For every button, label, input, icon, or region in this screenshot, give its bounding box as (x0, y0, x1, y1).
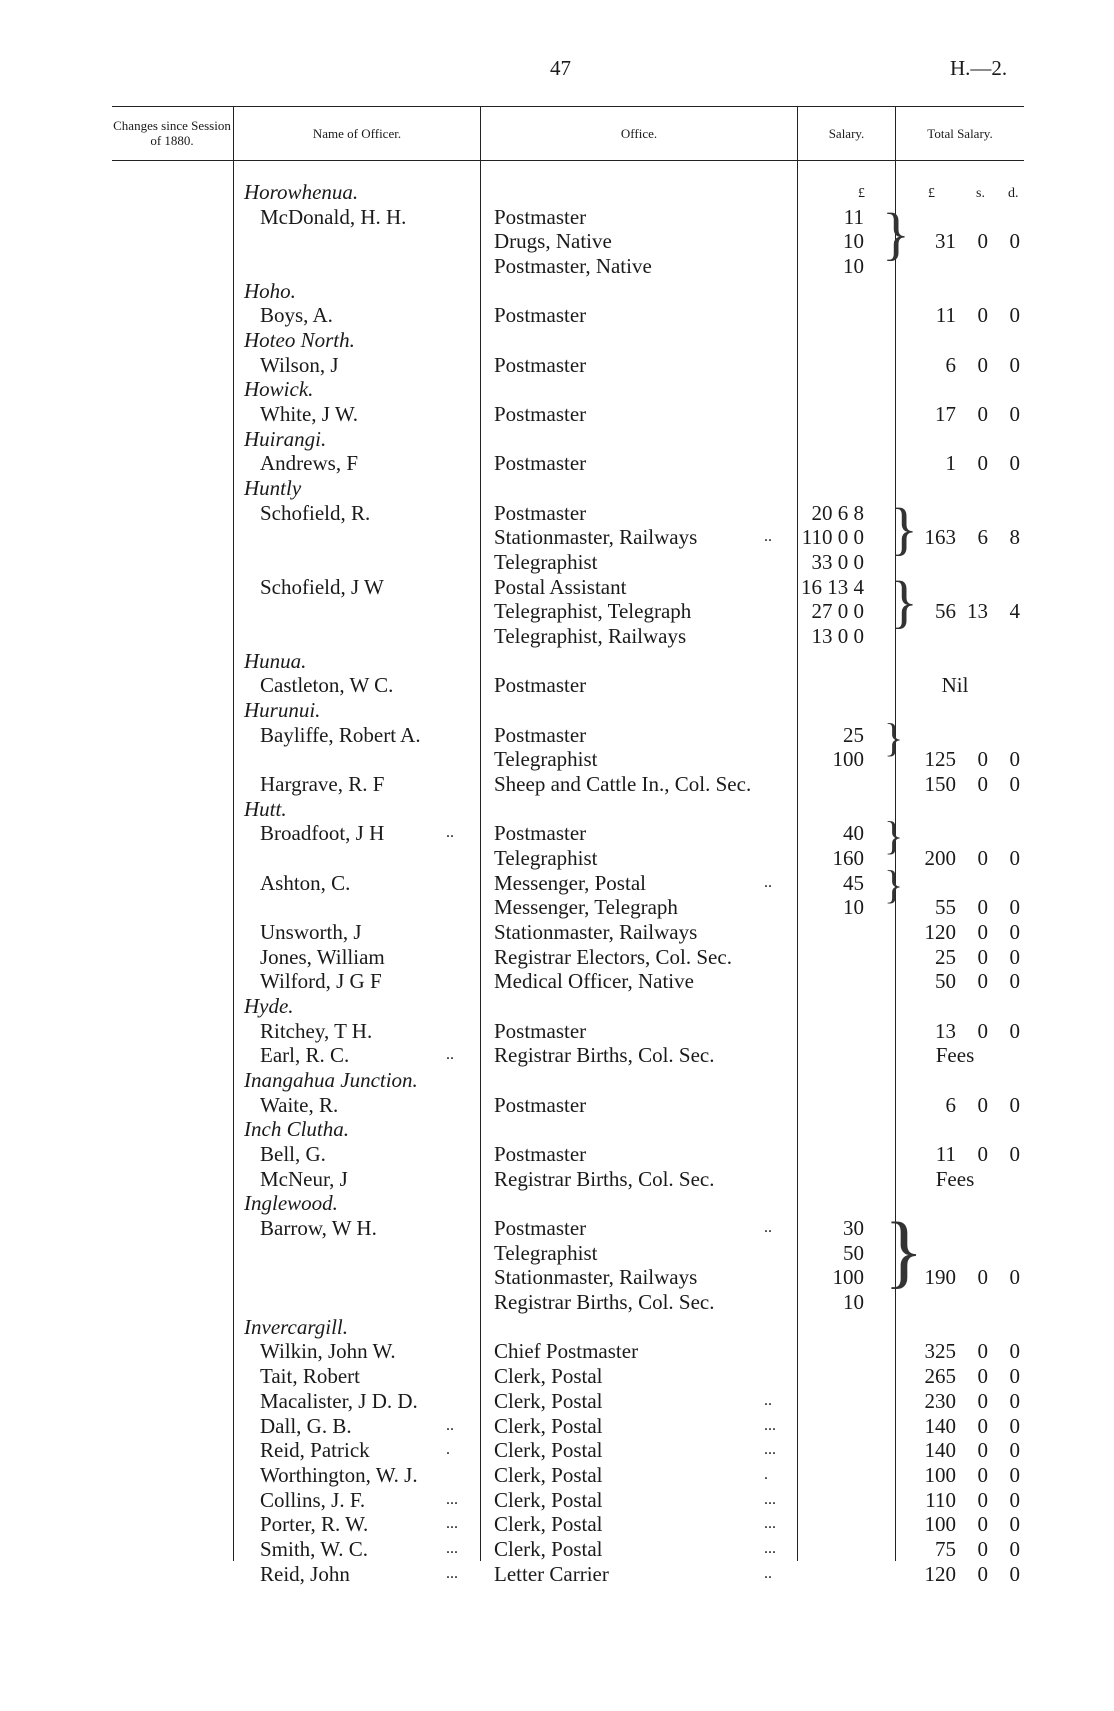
total-shillings: 0 (977, 1388, 988, 1413)
total-pounds: 140 (924, 1413, 956, 1438)
total-pence: 0 (1009, 747, 1020, 772)
header-office: Office. (620, 126, 658, 141)
total-pounds: 125 (924, 747, 956, 772)
office-title: Sheep and Cattle In., Col. Sec. (494, 772, 752, 797)
place-heading: Inch Clutha. (244, 1117, 349, 1142)
leader-dots: ... (446, 1515, 458, 1533)
salary-amount: 40 (843, 821, 864, 846)
total-pounds: 56 (935, 599, 956, 624)
office-title: Registrar Births, Col. Sec. (494, 1166, 715, 1191)
total-pence: 0 (1009, 772, 1020, 797)
total-pounds: 120 (924, 1561, 956, 1586)
office-title: Letter Carrier (494, 1561, 609, 1586)
total-pounds: 6 (945, 1092, 956, 1117)
total-pounds: 50 (935, 969, 956, 994)
brace-icon: } (884, 862, 904, 907)
salary-amount: 11 (843, 204, 864, 229)
total-pounds: 265 (924, 1364, 956, 1389)
officer-name: Jones, William (260, 944, 385, 969)
office-title: Postmaster (494, 500, 587, 525)
total-pence: 0 (1009, 1413, 1020, 1438)
page-number: 47 (550, 56, 571, 80)
office-title: Postmaster (494, 673, 587, 698)
office-title: Postmaster (494, 451, 587, 476)
total-shillings: 0 (977, 303, 988, 328)
total-pence: 8 (1009, 525, 1020, 550)
leader-dots: .. (764, 528, 772, 546)
total-shillings: 0 (977, 352, 988, 377)
salary-amount: 25 (843, 722, 864, 747)
office-title: Clerk, Postal (494, 1413, 603, 1438)
leader-dots: . (446, 1441, 450, 1459)
office-title: Postmaster (494, 1216, 587, 1241)
office-title: Postmaster (494, 821, 587, 846)
total-shillings: 0 (977, 1092, 988, 1117)
officer-name: Bayliffe, Robert A. (260, 722, 421, 747)
officer-name: Wilson, J (260, 352, 339, 377)
salary-amount: 110 0 0 (801, 525, 864, 550)
total-pence: 0 (1009, 846, 1020, 871)
officer-name: Bell, G. (260, 1142, 326, 1167)
place-heading: Hutt. (244, 796, 287, 821)
total-pence: 0 (1009, 1339, 1020, 1364)
total-shillings: 0 (977, 772, 988, 797)
office-title: Clerk, Postal (494, 1512, 603, 1537)
total-pence: 0 (1009, 1142, 1020, 1167)
officer-name: Schofield, R. (260, 500, 371, 525)
total-pence: 0 (1009, 451, 1020, 476)
total-pence: 0 (1009, 1561, 1020, 1586)
office-title: Registrar Electors, Col. Sec. (494, 944, 732, 969)
total-pounds: 31 (935, 229, 956, 254)
total-pence: 0 (1009, 944, 1020, 969)
officer-name: Castleton, W C. (260, 673, 394, 698)
total-pounds: 13 (935, 1018, 956, 1043)
officer-name: Unsworth, J (260, 920, 362, 945)
officer-name: Dall, G. B. (260, 1413, 352, 1438)
salary-amount: 33 0 0 (811, 550, 864, 575)
total-shillings: 0 (977, 402, 988, 427)
leader-dots: ... (446, 1564, 458, 1582)
table-top-rule (112, 106, 1024, 107)
officer-name: Porter, R. W. (260, 1512, 369, 1537)
brace-icon: } (890, 496, 918, 561)
salary-amount: 13 0 0 (811, 624, 864, 649)
salary-amount: 10 (843, 254, 864, 278)
leader-dots: .. (764, 1219, 772, 1237)
salary-amount: 160 (832, 846, 864, 871)
office-title: Clerk, Postal (494, 1438, 603, 1463)
total-pounds: 163 (924, 525, 956, 550)
leader-dots: . (764, 1465, 768, 1483)
leader-dots: ... (764, 1515, 776, 1533)
officer-name: Ritchey, T H. (260, 1018, 373, 1043)
place-heading: Hurunui. (244, 698, 321, 723)
total-pence: 0 (1009, 920, 1020, 945)
office-title: Messenger, Postal (494, 870, 646, 895)
place-heading: Hoho. (244, 278, 296, 303)
officer-name: Andrews, F (260, 451, 358, 476)
office-title: Medical Officer, Native (494, 969, 694, 994)
office-title: Telegraphist, Railways (494, 624, 687, 649)
salary-amount: 50 (843, 1240, 864, 1265)
place-heading: Huirangi. (244, 426, 327, 451)
total-shillings: 0 (977, 1339, 988, 1364)
office-title: Postmaster (494, 1018, 587, 1043)
header-salary: Salary. (828, 126, 865, 141)
total-note: Fees (935, 1043, 975, 1068)
office-title: Telegraphist (494, 1240, 598, 1265)
brace-icon: } (884, 813, 904, 858)
total-shillings: 0 (977, 1413, 988, 1438)
total-pence: 0 (1009, 1438, 1020, 1463)
total-pounds: 100 (924, 1512, 956, 1537)
leader-dots: .. (764, 873, 772, 891)
office-title: Registrar Births, Col. Sec. (494, 1043, 715, 1068)
total-shillings: 0 (977, 451, 988, 476)
officer-name: Ashton, C. (260, 870, 351, 895)
document-reference: H.—2. (950, 56, 1008, 80)
salary-amount: 20 6 8 (811, 500, 864, 525)
column-divider-1 (233, 106, 234, 1561)
leader-dots: ... (764, 1416, 776, 1434)
total-pounds: 100 (924, 1462, 956, 1487)
office-title: Stationmaster, Railways (494, 1265, 698, 1290)
office-title: Postmaster (494, 352, 587, 377)
leader-dots: .. (764, 1391, 772, 1409)
office-title: Messenger, Telegraph (494, 895, 678, 920)
salary-amount: 16 13 4 (801, 574, 864, 599)
leader-dots: .. (446, 1046, 454, 1064)
office-title: Postmaster (494, 402, 587, 427)
total-pence: 0 (1009, 1092, 1020, 1117)
place-heading: Huntly (244, 476, 302, 501)
leader-dots: ... (764, 1490, 776, 1508)
officer-name: Macalister, J D. D. (260, 1388, 418, 1413)
place-heading: Invercargill. (244, 1314, 348, 1339)
total-shillings: 0 (977, 969, 988, 994)
total-note: Nil (941, 673, 969, 698)
total-shilling-unit: s. (976, 186, 985, 201)
office-title: Telegraphist (494, 747, 598, 772)
total-shillings: 0 (977, 1536, 988, 1561)
total-pounds: 1 (945, 451, 956, 476)
place-heading: Horowhenua. (244, 180, 359, 204)
total-shillings: 13 (967, 599, 988, 624)
total-pounds: 11 (935, 303, 956, 328)
office-title: Registrar Births, Col. Sec. (494, 1290, 715, 1315)
total-note: Fees (935, 1166, 975, 1191)
officer-name: Worthington, W. J. (260, 1462, 418, 1487)
brace-icon: } (884, 1205, 924, 1296)
salary-amount: 10 (843, 1290, 864, 1315)
place-heading: Hoteo North. (244, 328, 355, 353)
total-pence: 0 (1009, 1018, 1020, 1043)
total-shillings: 0 (977, 1142, 988, 1167)
brace-icon: } (890, 569, 918, 634)
total-pence: 0 (1009, 352, 1020, 377)
total-pence: 0 (1009, 303, 1020, 328)
total-pounds: 140 (924, 1438, 956, 1463)
officer-name: McDonald, H. H. (260, 204, 407, 229)
salary-amount: 27 0 0 (811, 599, 864, 624)
officer-name: Barrow, W H. (260, 1216, 377, 1241)
place-heading: Inglewood. (244, 1191, 338, 1216)
salary-amount: 30 (843, 1216, 864, 1241)
total-pounds: 150 (924, 772, 956, 797)
officer-name: McNeur, J (260, 1166, 348, 1191)
table-header-rule (112, 160, 1024, 161)
total-shillings: 0 (977, 1512, 988, 1537)
total-pounds: 110 (925, 1487, 956, 1512)
total-shillings: 0 (977, 1462, 988, 1487)
office-title: Telegraphist, Telegraph (494, 599, 692, 624)
office-title: Chief Postmaster (494, 1339, 639, 1364)
office-title: Clerk, Postal (494, 1487, 603, 1512)
total-shillings: 0 (977, 747, 988, 772)
place-heading: Hunua. (244, 648, 307, 673)
officer-name: Hargrave, R. F (260, 772, 385, 797)
office-title: Postmaster (494, 204, 587, 229)
officer-name: Wilford, J G F (260, 969, 382, 994)
total-pounds: 325 (924, 1339, 956, 1364)
total-pounds: 75 (935, 1536, 956, 1561)
total-pounds: 230 (924, 1388, 956, 1413)
salary-amount: 100 (832, 747, 864, 772)
officer-name: Waite, R. (260, 1092, 339, 1117)
total-pounds: 17 (935, 402, 956, 427)
leader-dots: .. (446, 1416, 454, 1434)
salary-amount: 45 (843, 870, 864, 895)
total-shillings: 0 (977, 1487, 988, 1512)
salary-amount: 10 (843, 895, 864, 920)
total-shillings: 0 (977, 1561, 988, 1586)
office-title: Postmaster (494, 1142, 587, 1167)
office-title: Clerk, Postal (494, 1536, 603, 1561)
officer-name: Schofield, J W (260, 574, 384, 599)
salary-amount: 100 (832, 1265, 864, 1290)
officer-name: Reid, Patrick (260, 1438, 370, 1463)
total-pounds: 6 (945, 352, 956, 377)
total-shillings: 0 (977, 1364, 988, 1389)
total-shillings: 0 (977, 846, 988, 871)
total-pence: 0 (1009, 1487, 1020, 1512)
office-title: Postmaster (494, 303, 587, 328)
column-divider-2 (480, 106, 481, 1561)
total-shillings: 0 (977, 1438, 988, 1463)
office-title: Telegraphist (494, 550, 598, 575)
office-title: Postmaster (494, 1092, 587, 1117)
office-title: Stationmaster, Railways (494, 525, 698, 550)
total-pence: 0 (1009, 969, 1020, 994)
total-pence: 0 (1009, 1388, 1020, 1413)
officer-name: Earl, R. C. (260, 1043, 350, 1068)
total-pence: 0 (1009, 1364, 1020, 1389)
office-title: Postmaster, Native (494, 254, 652, 278)
office-title: Postmaster (494, 722, 587, 747)
officer-name: Broadfoot, J H (260, 821, 385, 846)
office-title: Clerk, Postal (494, 1364, 603, 1389)
total-pence: 0 (1009, 1512, 1020, 1537)
office-title: Clerk, Postal (494, 1388, 603, 1413)
officer-name: White, J W. (260, 402, 358, 427)
total-pounds: 25 (935, 944, 956, 969)
leader-dots: ... (446, 1490, 458, 1508)
total-pence: 0 (1009, 1462, 1020, 1487)
leader-dots: .. (764, 1564, 772, 1582)
officer-name: Wilkin, John W. (260, 1339, 396, 1364)
total-pounds: 55 (935, 895, 956, 920)
total-shillings: 6 (977, 525, 988, 550)
brace-icon: } (884, 715, 904, 760)
total-pence: 0 (1009, 229, 1020, 254)
office-title: Postal Assistant (494, 574, 627, 599)
total-pounds: 11 (935, 1142, 956, 1167)
officer-name: Boys, A. (260, 303, 333, 328)
total-pence: 0 (1009, 1265, 1020, 1290)
total-pence: 0 (1009, 402, 1020, 427)
place-heading: Howick. (244, 377, 314, 402)
total-pounds: 120 (924, 920, 956, 945)
place-heading: Hyde. (244, 994, 294, 1019)
officer-name: Tait, Robert (260, 1364, 361, 1389)
total-shillings: 0 (977, 229, 988, 254)
total-pence: 0 (1009, 895, 1020, 920)
office-title: Drugs, Native (494, 229, 612, 254)
place-heading: Inangahua Junction. (244, 1068, 418, 1093)
salary-amount: 10 (843, 229, 864, 254)
total-shillings: 0 (977, 1018, 988, 1043)
leader-dots: ... (764, 1539, 776, 1557)
total-pence-unit: d. (1008, 186, 1019, 201)
officer-name: Collins, J. F. (260, 1487, 366, 1512)
leader-dots: ... (764, 1441, 776, 1459)
officer-name: Reid, John (260, 1561, 350, 1586)
header-total: Total Salary. (927, 126, 993, 141)
officer-name: Smith, W. C. (260, 1536, 368, 1561)
salary-pound-unit: £ (858, 186, 865, 201)
brace-icon: } (882, 201, 910, 266)
header-name: Name of Officer. (312, 126, 402, 141)
total-shillings: 0 (977, 895, 988, 920)
office-title: Telegraphist (494, 846, 598, 871)
total-pounds: 200 (924, 846, 956, 871)
total-pounds: 190 (924, 1265, 956, 1290)
total-shillings: 0 (977, 1265, 988, 1290)
total-pence: 4 (1009, 599, 1020, 624)
office-title: Clerk, Postal (494, 1462, 603, 1487)
leader-dots: ... (446, 1539, 458, 1557)
total-pence: 0 (1009, 1536, 1020, 1561)
total-shillings: 0 (977, 944, 988, 969)
leader-dots: .. (446, 824, 454, 842)
total-shillings: 0 (977, 920, 988, 945)
office-title: Stationmaster, Railways (494, 920, 698, 945)
header-changes: Changes since Session of 1880. (113, 118, 231, 148)
total-pound-unit: £ (928, 186, 935, 201)
